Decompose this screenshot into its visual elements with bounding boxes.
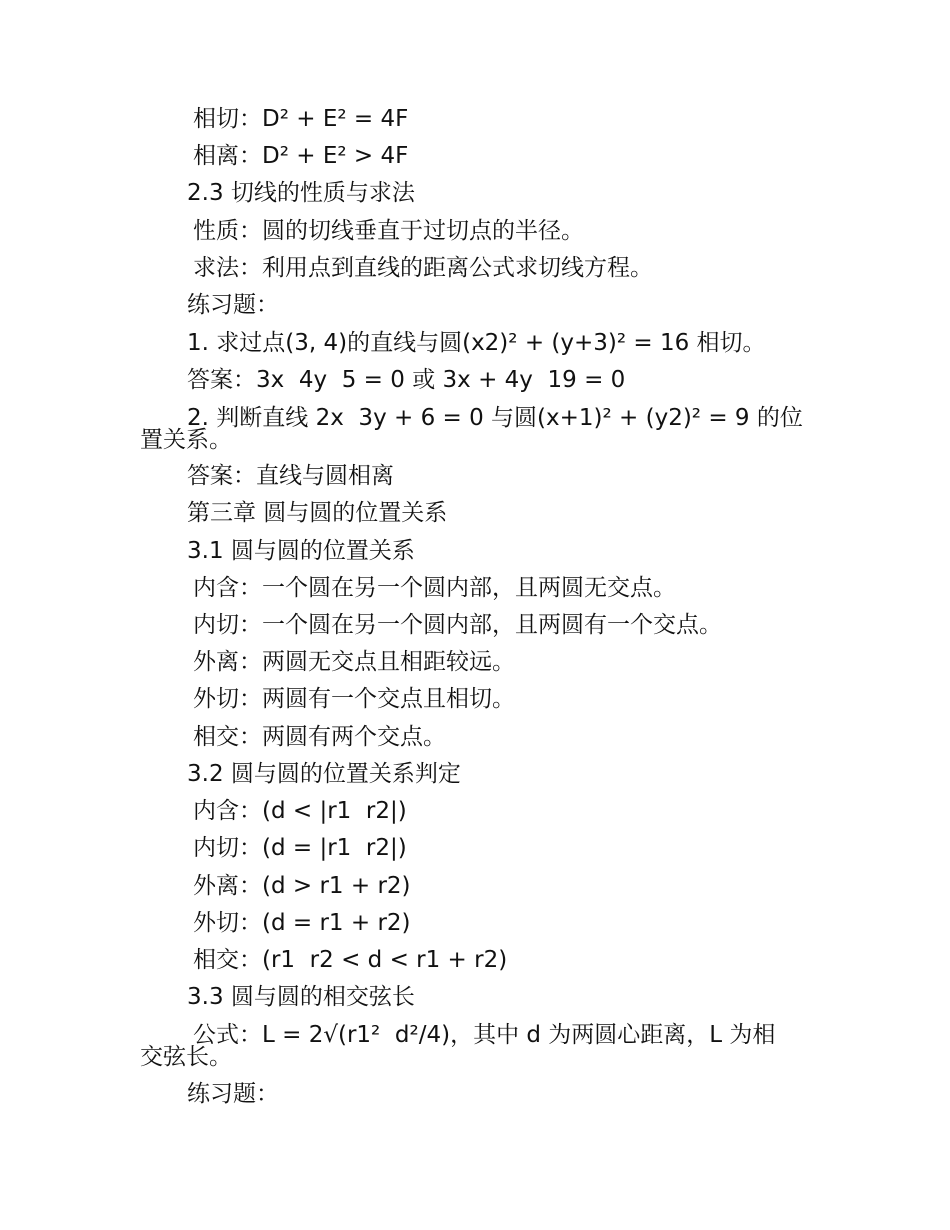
section-heading-3-1: 3.1 圆与圆的位置关系 bbox=[187, 538, 415, 564]
exercise-heading: 练习题： bbox=[187, 292, 279, 318]
exercise-2-continued: 置关系。 bbox=[140, 427, 232, 453]
internal-tangent-definition: 内切：一个圆在另一个圆内部，且两圆有一个交点。 bbox=[193, 612, 722, 638]
section-heading-3-3: 3.3 圆与圆的相交弦长 bbox=[187, 984, 415, 1010]
intersect-definition: 相交：两圆有两个交点。 bbox=[193, 724, 446, 750]
containment-definition: 内含：一个圆在另一个圆内部，且两圆无交点。 bbox=[193, 575, 676, 601]
separate-condition: 相离：D² + E² > 4F bbox=[193, 143, 409, 169]
exercise-2: 2. 判断直线 2x 3y + 6 = 0 与圆(x+1)² + (y2)² = 9 的位 bbox=[187, 405, 803, 431]
containment-criterion: 内含：(d < |r1 r2|) bbox=[193, 798, 407, 824]
exercise-1: 1. 求过点(3, 4)的直线与圆(x2)² + (y+3)² = 16 相切。 bbox=[187, 330, 766, 356]
section-heading-2-3: 2.3 切线的性质与求法 bbox=[187, 180, 415, 206]
external-tangent-criterion: 外切：(d = r1 + r2) bbox=[193, 910, 411, 936]
answer-2: 答案：直线与圆相离 bbox=[187, 463, 394, 489]
external-separate-definition: 外离：两圆无交点且相距较远。 bbox=[193, 649, 515, 675]
chord-length-formula-continued: 交弦长。 bbox=[140, 1044, 232, 1070]
tangent-condition: 相切：D² + E² = 4F bbox=[193, 106, 409, 132]
answer-1: 答案：3x 4y 5 = 0 或 3x + 4y 19 = 0 bbox=[187, 367, 626, 393]
external-separate-criterion: 外离：(d > r1 + r2) bbox=[193, 873, 411, 899]
section-heading-3-2: 3.2 圆与圆的位置关系判定 bbox=[187, 761, 461, 787]
tangent-property: 性质：圆的切线垂直于过切点的半径。 bbox=[193, 218, 584, 244]
chord-length-formula: 公式：L = 2√(r1² d²/4)，其中 d 为两圆心距离，L 为相 bbox=[193, 1022, 776, 1048]
tangent-method: 求法：利用点到直线的距离公式求切线方程。 bbox=[193, 255, 653, 281]
intersect-criterion: 相交：(r1 r2 < d < r1 + r2) bbox=[193, 947, 508, 973]
internal-tangent-criterion: 内切：(d = |r1 r2|) bbox=[193, 835, 407, 861]
external-tangent-definition: 外切：两圆有一个交点且相切。 bbox=[193, 686, 515, 712]
chapter-3-heading: 第三章 圆与圆的位置关系 bbox=[187, 500, 448, 526]
exercise-heading-2: 练习题： bbox=[187, 1081, 279, 1107]
